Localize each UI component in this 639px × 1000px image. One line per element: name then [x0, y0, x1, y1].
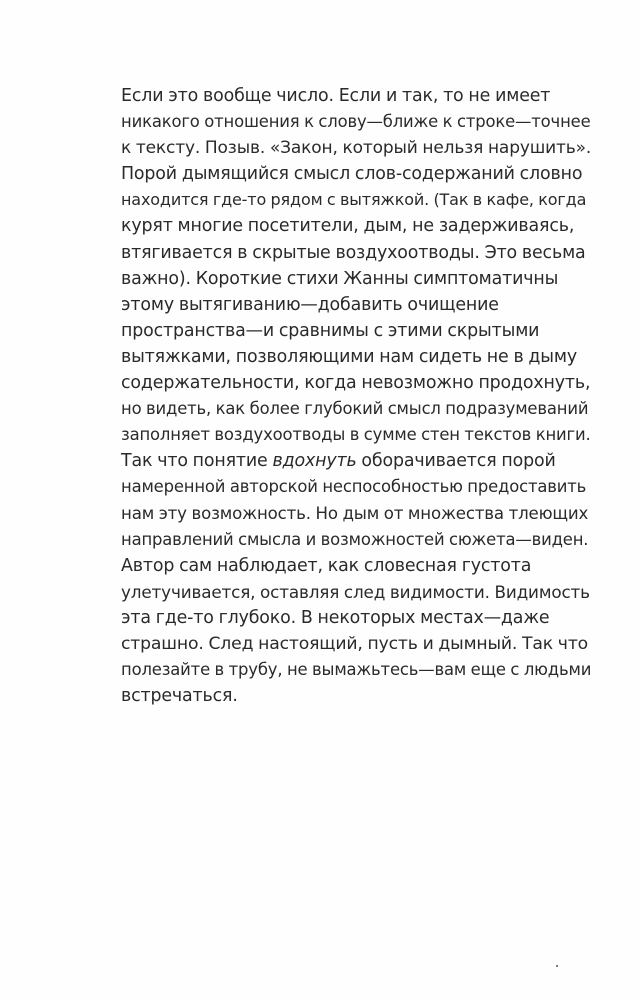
text-line [121, 527, 591, 553]
text-line [121, 370, 591, 396]
text-span: курят многие посетители, дым, не задерживаясь, [121, 216, 575, 237]
text-span: заполняет воздухоотводы в сумме стен текстов книги. [121, 425, 591, 445]
text-line [121, 579, 591, 605]
text-span: нам эту возможность. Но дым от множества тлеющих [121, 503, 589, 523]
text-span: Так что понятие [121, 451, 273, 472]
text-span: Автор сам наблюдает, как словесная густота [121, 555, 532, 576]
text-line [121, 605, 591, 631]
text-line [121, 266, 591, 292]
text-span: полезайте в трубу, не вымажьтесь—вам еще с людьми [121, 660, 592, 680]
text-line [121, 135, 591, 161]
text-line [121, 83, 591, 109]
text-line [121, 318, 591, 344]
text-span: к тексту. Позыв. «Закон, который нельзя нарушить». [121, 138, 592, 159]
text-line [121, 553, 591, 579]
text-line [121, 344, 591, 370]
body-paragraph [121, 83, 591, 709]
text-span: находится где-то рядом с вытяжкой. (Так в кафе, когда [121, 190, 587, 210]
text-span: оборачивается порой [356, 451, 556, 472]
text-span: этому вытягиванию—добавить очищение [121, 294, 499, 315]
text-line [121, 657, 591, 683]
text-span: улетучивается, оставляя след видимости. Видимость [121, 581, 590, 602]
text-span: пространства—и сравнимы с этими скрытыми [121, 320, 540, 341]
text-span: намеренной авторской неспособностью предоставить [121, 477, 587, 497]
text-span: вытяжками, позволяющими нам сидеть не в дыму [121, 346, 577, 367]
text-line [121, 213, 591, 239]
text-span: содержательности, когда невозможно продохнуть, [121, 373, 591, 394]
text-span: втягивается в скрытые воздухоотводы. Это весьма [121, 242, 586, 263]
print-speck [556, 965, 558, 967]
text-span: Если это вообще число. Если и так, то не имеет [121, 86, 551, 106]
text-line [121, 109, 591, 135]
text-line [121, 240, 591, 266]
text-line [121, 683, 591, 709]
text-line [121, 396, 591, 422]
text-span: эта где-то глубоко. В некоторых местах—даже [121, 607, 550, 628]
text-span: никакого отношения к слову—ближе к строке—точнее [121, 112, 591, 132]
text-span: важно). Короткие стихи Жанны симптоматичны [121, 268, 559, 289]
text-line [121, 501, 591, 527]
text-span: страшно. След настоящий, пусть и дымный. Так что [121, 633, 589, 654]
text-span: направлений смысла и возможностей сюжета—виден. [121, 529, 589, 549]
italic-term: вдохнуть [272, 451, 357, 472]
text-line [121, 187, 591, 213]
text-line [121, 631, 591, 657]
text-line [121, 292, 591, 318]
text-line [121, 161, 591, 187]
text-span: Порой дымящийся смысл слов-содержаний словно [121, 164, 583, 185]
text-span: но видеть, как более глубокий смысл подразумеваний [121, 399, 589, 419]
text-line [121, 422, 591, 448]
text-line [121, 474, 591, 500]
text-span: встречаться. [121, 686, 238, 707]
text-line [121, 448, 591, 474]
